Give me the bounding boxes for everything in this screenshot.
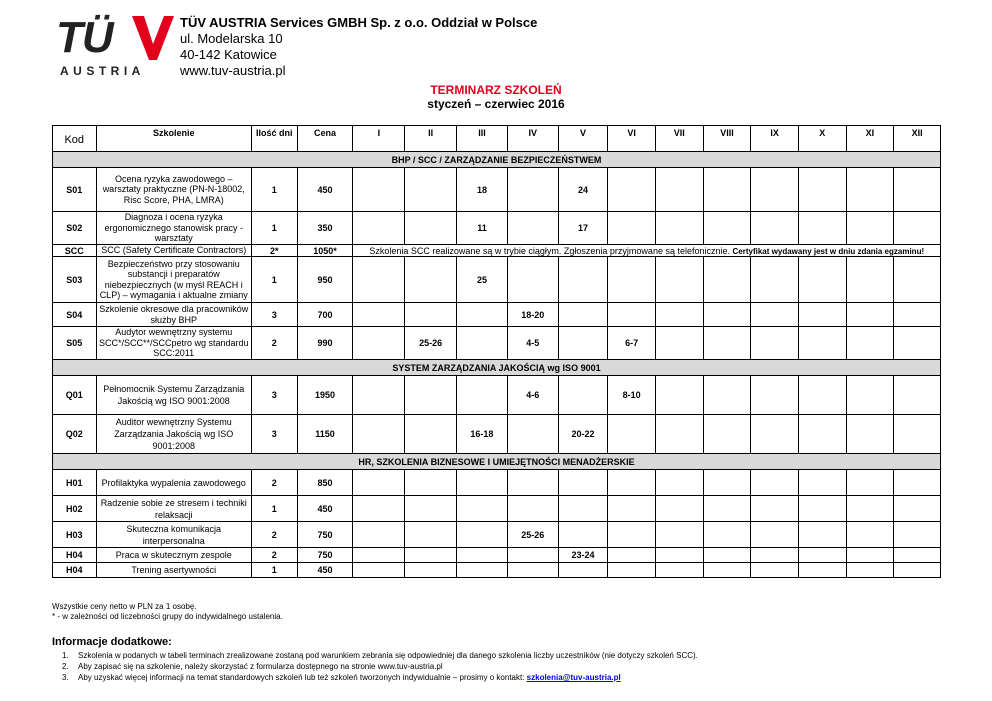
header-kod: Kod [53, 126, 97, 152]
course-code: H01 [53, 470, 97, 496]
header-month: XI [846, 126, 894, 152]
course-date: 25-26 [405, 327, 457, 360]
course-days: 1 [251, 168, 297, 212]
course-price: 700 [297, 303, 353, 327]
course-code: Q02 [53, 415, 97, 454]
course-code: S03 [53, 257, 97, 303]
header-month: VII [655, 126, 703, 152]
course-date: 25 [457, 257, 508, 303]
table-row [53, 376, 941, 415]
course-date: 23-24 [558, 548, 608, 563]
course-name: Praca w skutecznym zespole [96, 548, 251, 563]
course-price: 750 [297, 548, 353, 563]
course-days: 2 [251, 548, 297, 563]
table-row [53, 548, 941, 563]
footnote-prices: Wszystkie ceny netto w PLN za 1 osobę. [52, 602, 197, 611]
header-month: II [405, 126, 457, 152]
course-price: 750 [297, 522, 353, 548]
course-date: 18 [457, 168, 508, 212]
company-address-block [180, 15, 537, 79]
section-header-row [53, 454, 941, 470]
course-code: Q01 [53, 376, 97, 415]
course-days: 3 [251, 415, 297, 454]
header-month: IV [507, 126, 558, 152]
table-row [53, 303, 941, 327]
course-name: Profilaktyka wypalenia zawodowego [96, 470, 251, 496]
course-date: 11 [457, 212, 508, 245]
document-period: styczeń – czerwiec 2016 [427, 97, 565, 111]
course-price: 950 [297, 257, 353, 303]
header-month: XII [894, 126, 941, 152]
footnotes [52, 602, 283, 622]
course-date: 17 [558, 212, 608, 245]
company-street: ul. Modelarska 10 [180, 31, 283, 46]
course-date: 4-5 [507, 327, 558, 360]
course-days: 2 [251, 327, 297, 360]
table-row [53, 563, 941, 578]
course-name: Pełnomocnik Systemu Zarządzania Jakością wg ISO 9001:2008 [96, 376, 251, 415]
course-code: S05 [53, 327, 97, 360]
course-date: 16-18 [457, 415, 508, 454]
course-days: 1 [251, 212, 297, 245]
course-price: 990 [297, 327, 353, 360]
course-date: 8-10 [608, 376, 656, 415]
header-ilosc-dni: Ilość dni [251, 126, 297, 152]
course-days: 1 [251, 257, 297, 303]
course-price: 350 [297, 212, 353, 245]
logo-austria-text: AUSTRIA [60, 64, 145, 78]
course-name: Szkolenie okresowe dla pracowników służby BHP [96, 303, 251, 327]
header-month: VIII [703, 126, 751, 152]
section-title-quality: SYSTEM ZARZĄDZANIA JAKOŚCIĄ wg ISO 9001 [53, 360, 941, 376]
course-price: 450 [297, 168, 353, 212]
course-name: Ocena ryzyka zawodowego – warsztaty praktyczne (PN-N-18002, Risc Score, PHA, LMRA) [96, 168, 251, 212]
course-code: H04 [53, 548, 97, 563]
scc-note-text: Szkolenia SCC realizowane są w trybie ciągłym. Zgłoszenia przyjmowane są telefonicznie. [369, 245, 730, 256]
table-row [53, 327, 941, 360]
table-row [53, 245, 941, 257]
course-code: H04 [53, 563, 97, 578]
section-title-bhp: BHP / SCC / ZARZĄDZANIE BEZPIECZEŃSTWEM [53, 152, 941, 168]
course-days: 3 [251, 303, 297, 327]
course-days: 1 [251, 496, 297, 522]
header-szkolenie: Szkolenie [96, 126, 251, 152]
table-header-row [53, 126, 941, 152]
course-code: S04 [53, 303, 97, 327]
course-date: 24 [558, 168, 608, 212]
info-item: 1. Szkolenia w podanych w tabeli terminach zrealizowane zostaną pod warunkiem zebrania się odpowiedniej dla danego szkolenia liczby uczestników (nie dotyczy szkoleń SCC). [62, 651, 698, 660]
info-heading: Informacje dodatkowe: [52, 636, 172, 648]
course-name: Diagnoza i ocena ryzyka ergonomicznego stanowisk pracy - warsztaty [96, 212, 251, 245]
document-title: TERMINARZ SZKOLEŃ [430, 83, 562, 97]
table-row [53, 257, 941, 303]
header-month: IX [751, 126, 799, 152]
course-name: Skuteczna komunikacja interpersonalna [96, 522, 251, 548]
document-title-block [0, 83, 992, 111]
logo-wordmark: TÜ [56, 13, 113, 62]
table-row [53, 470, 941, 496]
course-date: 18-20 [507, 303, 558, 327]
course-code: S02 [53, 212, 97, 245]
footnote-asterisk: * - w zależności od liczebności grupy do indywidalnego ustalenia. [52, 612, 283, 621]
course-name: Auditor wewnętrzny Systemu Zarządzania Jakością wg ISO 9001:2008 [96, 415, 251, 454]
course-code: H02 [53, 496, 97, 522]
course-name: Bezpieczeństwo przy stosowaniu substancji i preparatów niebezpiecznych (w myśl REACH i CLP) – wymagania i aktualne zmiany [96, 257, 251, 303]
course-name: Radzenie sobie ze stresem i techniki relaksacji [96, 496, 251, 522]
header-cena: Cena [297, 126, 353, 152]
header-month: VI [608, 126, 656, 152]
course-price: 450 [297, 496, 353, 522]
table-row [53, 168, 941, 212]
course-date: 6-7 [608, 327, 656, 360]
table-row [53, 496, 941, 522]
table-row [53, 415, 941, 454]
course-days: 2* [251, 245, 297, 257]
course-code: SCC [53, 245, 97, 257]
email-link[interactable]: szkolenia@tuv-austria.pl [526, 673, 621, 682]
course-days: 2 [251, 522, 297, 548]
logo-v-mark [132, 16, 174, 60]
scc-note-bold: Certyfikat wydawany jest w dniu zdania egzaminu! [732, 246, 925, 256]
company-name: TÜV AUSTRIA Services GMBH Sp. z o.o. Oddział w Polsce [180, 15, 538, 30]
course-date: 25-26 [507, 522, 558, 548]
info-item: 3. Aby uzyskać więcej informacji na temat standardowych szkoleń lub też szkoleń tworzonych indywidualnie – prosimy o kontakt: szkolenia@tuv-austria.pl [62, 673, 621, 682]
course-price: 450 [297, 563, 353, 578]
training-schedule-table [52, 125, 941, 578]
section-title-hr: HR, SZKOLENIA BIZNESOWE I UMIEJĘTNOŚCI MENADŻERSKIE [53, 454, 941, 470]
info-item: 2. Aby zapisać się na szkolenie, należy skorzystać z formularza dostępnego na stronie www.tuv-austria.pl [62, 662, 443, 671]
course-days: 2 [251, 470, 297, 496]
section-header-row [53, 152, 941, 168]
scc-note [353, 245, 941, 257]
header-month: III [457, 126, 508, 152]
course-code: H03 [53, 522, 97, 548]
tuv-austria-logo [56, 14, 168, 80]
header-month: X [798, 126, 846, 152]
table-row [53, 522, 941, 548]
course-name: Audytor wewnętrzny systemu SCC*/SCC**/SCCpetro wg standardu SCC:2011 [96, 327, 251, 360]
course-days: 3 [251, 376, 297, 415]
course-code: S01 [53, 168, 97, 212]
header-month: V [558, 126, 608, 152]
course-price: 1950 [297, 376, 353, 415]
info-list [62, 650, 698, 683]
course-name: SCC (Safety Certificate Contractors) [96, 245, 251, 257]
header-month: I [353, 126, 405, 152]
course-price: 1150 [297, 415, 353, 454]
company-city: 40-142 Katowice [180, 47, 277, 62]
course-name: Trening asertywności [96, 563, 251, 578]
course-price: 850 [297, 470, 353, 496]
course-price: 1050* [297, 245, 353, 257]
course-days: 1 [251, 563, 297, 578]
table-row [53, 212, 941, 245]
section-header-row [53, 360, 941, 376]
course-date: 4-6 [507, 376, 558, 415]
course-date: 20-22 [558, 415, 608, 454]
company-website[interactable]: www.tuv-austria.pl [180, 63, 286, 78]
